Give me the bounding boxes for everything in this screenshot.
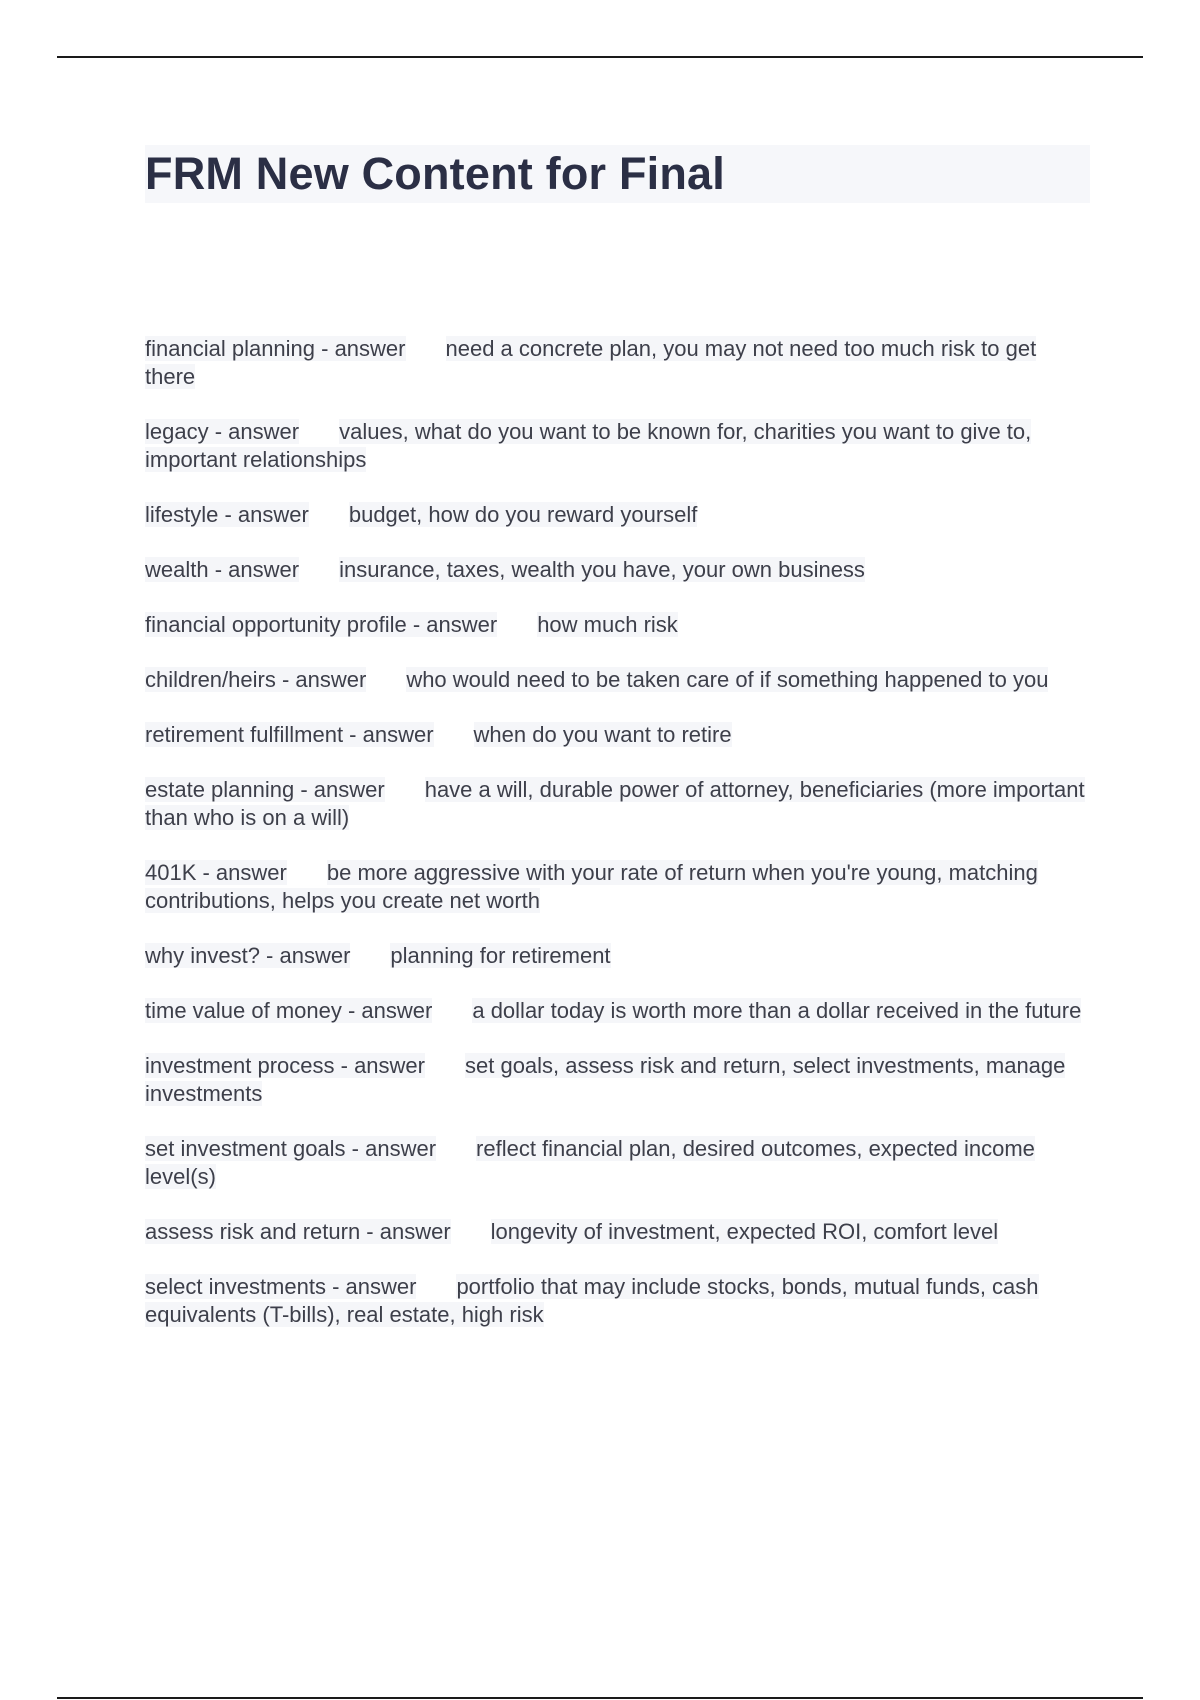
list-item — [145, 335, 1090, 391]
card-term: retirement fulfillment - answer — [145, 722, 434, 747]
card-definition: insurance, taxes, wealth you have, your own business — [339, 557, 865, 582]
card-term: legacy - answer — [145, 419, 300, 444]
card-term: lifestyle - answer — [145, 502, 309, 527]
bottom-rule — [57, 1697, 1143, 1699]
card-definition: be more aggressive with your rate of return when you're young, matching contributions, helps you create net worth — [145, 860, 1038, 913]
flashcard-list — [145, 335, 1090, 1356]
card-definition: planning for retirement — [390, 943, 611, 968]
list-item — [145, 418, 1090, 474]
card-definition: set goals, assess risk and return, select investments, manage investments — [145, 1053, 1066, 1106]
card-definition: need a concrete plan, you may not need too much risk to get there — [145, 336, 1037, 389]
card-term: 401K - answer — [145, 860, 287, 885]
card-definition: reflect financial plan, desired outcomes, expected income level(s) — [145, 1136, 1035, 1189]
card-definition: how much risk — [537, 612, 678, 637]
page-content — [145, 145, 1090, 1327]
card-term: investment process - answer — [145, 1053, 425, 1078]
card-definition: portfolio that may include stocks, bonds, mutual funds, cash equivalents (T-bills), real estate, high risk — [145, 1274, 1039, 1327]
card-term: financial opportunity profile - answer — [145, 612, 498, 637]
page-title: FRM New Content for Final — [145, 148, 725, 199]
list-item — [145, 666, 1090, 694]
card-term: set investment goals - answer — [145, 1136, 437, 1161]
card-term: financial planning - answer — [145, 336, 406, 361]
card-term: why invest? - answer — [145, 943, 351, 968]
list-item — [145, 1218, 1090, 1246]
card-definition: budget, how do you reward yourself — [348, 502, 698, 527]
card-term: wealth - answer — [145, 557, 300, 582]
list-item — [145, 721, 1090, 749]
card-term: children/heirs - answer — [145, 667, 367, 692]
list-item — [145, 942, 1090, 970]
list-item — [145, 611, 1090, 639]
card-term: estate planning - answer — [145, 777, 385, 802]
list-item — [145, 776, 1090, 832]
card-definition: when do you want to retire — [473, 722, 732, 747]
list-item — [145, 1052, 1090, 1108]
list-item — [145, 1273, 1090, 1329]
card-term: assess risk and return - answer — [145, 1219, 451, 1244]
list-item — [145, 501, 1090, 529]
list-item — [145, 997, 1090, 1025]
list-item — [145, 556, 1090, 584]
card-term: time value of money - answer — [145, 998, 433, 1023]
card-definition: who would need to be taken care of if something happened to you — [406, 667, 1049, 692]
card-definition: have a will, durable power of attorney, beneficiaries (more important than who is on a will) — [145, 777, 1085, 830]
list-item — [145, 1135, 1090, 1191]
title-bar — [145, 145, 1090, 203]
card-definition: a dollar today is worth more than a dollar received in the future — [472, 998, 1082, 1023]
top-rule — [57, 56, 1143, 58]
card-definition: values, what do you want to be known for, charities you want to give to, important relationships — [145, 419, 1032, 472]
card-definition: longevity of investment, expected ROI, comfort level — [490, 1219, 999, 1244]
list-item — [145, 859, 1090, 915]
card-term: select investments - answer — [145, 1274, 417, 1299]
